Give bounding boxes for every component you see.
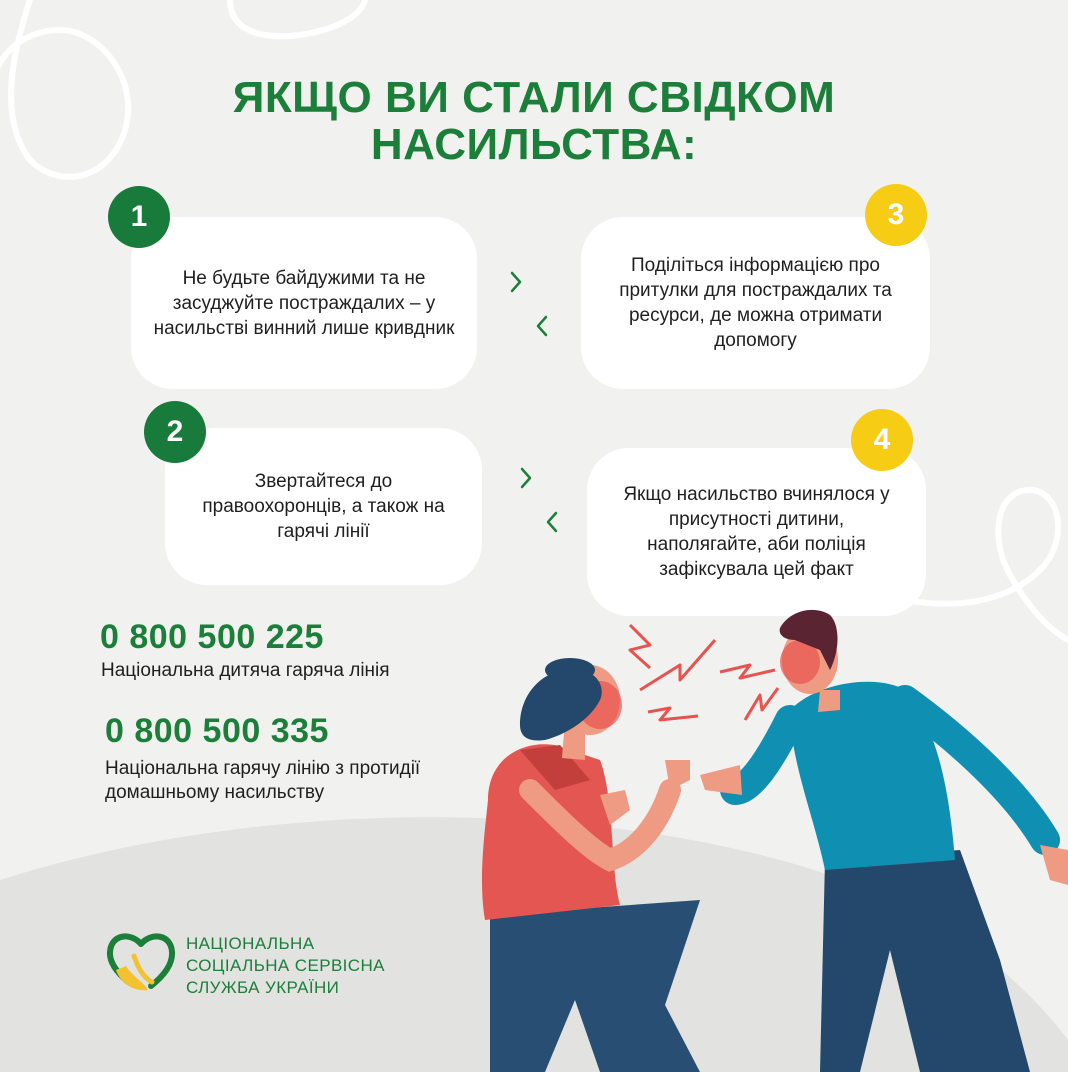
hotline-number-2[interactable]: 0 800 500 335 bbox=[105, 712, 329, 750]
step-number-badge-1: 1 bbox=[108, 186, 170, 248]
step-number-badge-3: 3 bbox=[865, 184, 927, 246]
title-line-2: НАСИЛЬСТВА: bbox=[370, 120, 698, 169]
heart-hands-logo-icon bbox=[106, 930, 176, 994]
step-text-4: Якщо насильство вчинялося у присутності дитини, наполягайте, аби поліція зафіксувала цей факт bbox=[623, 484, 890, 580]
hotline-label-2: Національна гарячу лінію з протидії домашньому насильству bbox=[105, 758, 421, 803]
step-text-3: Поділіться інформацією про притулки для постраждалих та ресурси, де можна отримати допомогу bbox=[619, 255, 892, 351]
step-text-2: Звертайтеся до правоохоронців, а також на гарячі лінії bbox=[202, 471, 445, 542]
title-line-1: ЯКЩО ВИ СТАЛИ СВІДКОМ bbox=[232, 73, 836, 122]
logo-line-1: НАЦІОНАЛЬНА bbox=[186, 934, 315, 953]
anger-lightning-icon bbox=[630, 625, 778, 720]
step-number-badge-2: 2 bbox=[144, 401, 206, 463]
hotline-label-1: Національна дитяча гаряча лінія bbox=[101, 660, 390, 681]
step-number-badge-4: 4 bbox=[851, 409, 913, 471]
logo-text bbox=[186, 933, 385, 999]
logo-line-2: СОЦІАЛЬНА СЕРВІСНА bbox=[186, 956, 385, 975]
step-text-1: Не будьте байдужими та не засуджуйте постраждалих – у насильстві винний лише кривдник bbox=[153, 267, 455, 339]
logo-line-3: СЛУЖБА УКРАЇНИ bbox=[186, 978, 340, 997]
hotline-number-1[interactable]: 0 800 500 225 bbox=[100, 618, 324, 656]
